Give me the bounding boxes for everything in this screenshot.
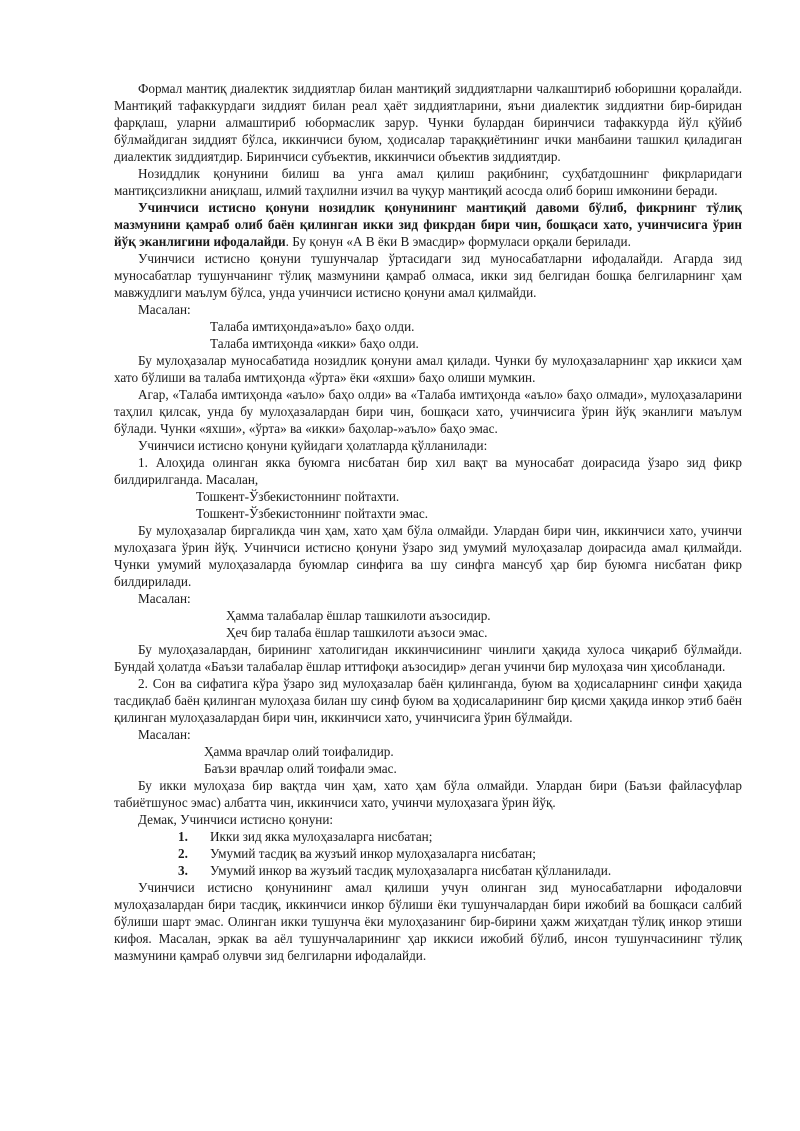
list-item [114,862,742,879]
definition-bold-text: Учинчиси истисно қонуни нозидлик қонунининг мантиқий давоми бўлиб, фикрнинг тўлиқ мазмунини қамраб олиб баён қилинган икки зид фикрдан бири чин, бошқаси хато, учинчисига ўрин йўқ эканлигини ифодалайди [114,200,742,249]
example-line: Тошкент-Ўзбекистоннинг пойтахти. [196,489,400,504]
paragraph-summary-intro: Демак, Учинчиси истисно қонуни: [138,812,334,827]
example-line: Ҳамма врачлар олий тоифалидир. [204,744,394,759]
example-line: Ҳеч бир талаба ёшлар ташкилоти аъзоси эмас. [226,625,488,640]
list-item-number: 3. [178,863,188,878]
paragraph-excluded-middle-definition [114,199,742,250]
list-item-number: 2. [178,846,188,861]
paragraph-analysis: Агар, «Талаба имтиҳонда «аъло» баҳо олди» ва «Талаба имтиҳонда «аъло» баҳо олмади», мулоҳазаларини таҳлил қилсак, унда бу мулоҳазалардан бири чин, бошқаси хато, учинчисига ўрин йўқ эканлиги маълум бўлади. Чунки «яхши», «ўрта» ва «икки» баҳолар-»аъло» баҳо эмас. [114,387,742,436]
list-item-number: 1. [178,829,188,844]
example-label: Масалан: [138,591,191,606]
example-label: Масалан: [138,727,191,742]
definition-rest-text: . Бу қонун «А В ёки В эмасдир» формуласи орқали берилади. [285,234,631,249]
example-label: Масалан: [138,302,191,317]
example-line: Баъзи врачлар олий тоифали эмас. [204,761,397,776]
list-item [114,828,742,845]
example-line: Талаба имтиҳонда»аъло» баҳо олди. [210,319,415,334]
document-page [114,80,742,964]
paragraph-explanation: Бу икки мулоҳаза бир вақтда чин ҳам, хато ҳам бўла олмайди. Улардан бири (Баъзи файласуфлар табиётшунос эмас) албатта чин, иккинчиси хато, учинчи мулоҳазага ўрин йўқ. [114,778,742,810]
example-line: Ҳамма талабалар ёшлар ташкилоти аъзосидир. [226,608,491,623]
example-line: Талаба имтиҳонда «икки» баҳо олди. [210,336,419,351]
list-item [114,845,742,862]
paragraph-explanation: Бу мулоҳазалардан, бирининг хатолигидан иккинчисининг чинлиги ҳақида хулоса чиқариб бўлмайди. Бундай ҳолатда «Баъзи талабалар ёшлар иттифоқи аъзосидир» деган учинчи бир мулоҳаза чин ҳисобланади. [114,642,742,674]
rules-list [114,828,742,879]
paragraph-conclusion: Учинчиси истисно қонунининг амал қилиши учун олинган зид муносабатларни ифодаловчи мулоҳазалардан бири тасдиқ, иккинчиси инкор бўлиши ёки тушунчалардан бири ижобий ва бошқаси салбий бўлиши шарт эмас. Олинган икки тушунча ёки мулоҳазанинг бир-бирини ҳажм жиҳатдан тўлиқ инкор этиши кифоя. Масалан, эркак ва аёл тушунчаларининг ҳар иккиси ижобий бўлиб, инсон тушунчасининг тўлиқ мазмунини қамраб олувчи зид белгиларни ифодалайди. [114,880,742,963]
paragraph-explanation: Бу мулоҳазалар биргаликда чин ҳам, хато ҳам бўла олмайди. Улардан бири чин, иккинчиси хато, учинчи мулоҳазага ўрин йўқ. Учинчиси истисно қонуни ўзаро зид умумий мулоҳазалар доирасида амал қилмайди. Чунки умумий мулоҳазаларда буюмлар синфига ва шу синфга мансуб ҳар бир буюмга нисбатан фикр билдирилади. [114,523,742,589]
paragraph-formal-logic: Формал мантиқ диалектик зиддиятлар билан мантиқий зиддиятларни чалкаштириб юборишни қоралайди. Мантиқий тафаккурдаги зиддият билан реал ҳаёт зиддиятларини, яъни диалектик зиддиятни бир-биридан фарқлаш, уларни алмаштириб юбормаслик зарур. Чунки булардан биринчиси тафаккурда йўл қўйиб бўлмайдиган зиддият бўлса, иккинчиси буюм, ҳодисалар тараққиётининг ички манбаини ташкил қиладиган диалектик зиддиятдир. Биринчиси субъектив, иккинчиси объектив зиддиятдир. [114,81,742,164]
list-item-text: Икки зид якка мулоҳазаларга нисбатан; [210,829,433,844]
paragraph-contradictory-relations: Учинчиси истисно қонуни тушунчалар ўртасидаги зид муносабатларни ифодалайди. Агарда зид муносабатлар тушунчанинг тўлиқ мазмунини қамраб олмаса, икки зид белгидан бошқа белгиларнинг ҳам мавжудлиги маълум бўлса, унда учинчиси истисно қонуни амал қилмайди. [114,251,742,300]
paragraph-non-contradiction: Нозиддлик қонунини билиш ва унга амал қилиш рақибнинг, суҳбатдошнинг фикрларидаги мантиқсизликни аниқлаш, илмий таҳлилни изчил ва чуқур мантиқий асосда олиб бориш имконини беради. [114,166,742,198]
paragraph-cases-intro: Учинчиси истисно қонуни қуйидаги ҳолатларда қўлланилади: [138,438,488,453]
list-item-text: Умумий тасдиқ ва жузъий инкор мулоҳазаларга нисбатан; [210,846,536,861]
list-item-text: Умумий инкор ва жузъий тасдиқ мулоҳазаларга нисбатан қўлланилади. [210,863,612,878]
example-line: Тошкент-Ўзбекистоннинг пойтахти эмас. [196,506,428,521]
paragraph-case-2: 2. Сон ва сифатига кўра ўзаро зид мулоҳазалар баён қилинганда, буюм ва ҳодисаларнинг синфи ҳақида тасдиқлаб баён қилинган мулоҳаза билан шу синф буюм ва ҳодисаларининг бир қисми ҳақида инкор этиб баён қилинган мулоҳазалардан бири чин, иккинчиси хато, учинчисига ўрин бўлмайди. [114,676,742,725]
paragraph-case-1: 1. Алоҳида олинган якка буюмга нисбатан бир хил вақт ва муносабат доирасида ўзаро зид фикр билдирилганда. Масалан, [114,455,742,487]
paragraph-explanation: Бу мулоҳазалар муносабатида нозидлик қонуни амал қилади. Чунки бу мулоҳазаларнинг ҳар иккиси ҳам хато бўлиши ва талаба имтиҳонда «ўрта» ёки «яхши» баҳо олиши мумкин. [114,353,742,385]
